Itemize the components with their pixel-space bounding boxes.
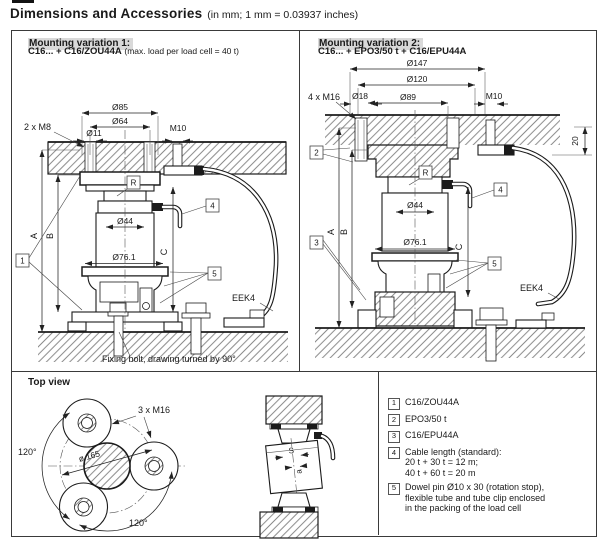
dim-d18 — [340, 91, 382, 104]
dim-d89 — [368, 92, 448, 118]
callout-3-label: 3 — [314, 238, 319, 248]
dim-C — [454, 187, 468, 297]
cable-label-text: EEK4 — [232, 293, 256, 303]
callout-4 — [472, 183, 507, 198]
dim-label-m10: M10 — [485, 91, 503, 101]
legend-ref-1: 1 — [388, 398, 400, 410]
cable-stub — [322, 436, 333, 458]
dim-label-pitch-circle: ø 165 — [77, 448, 102, 464]
washer-bottom — [60, 483, 108, 531]
dim-label-C: C — [159, 248, 169, 256]
dim-label-A: A — [29, 232, 39, 240]
dim-label-C: C — [454, 243, 464, 251]
legend-line: EPO3/50 t — [405, 413, 447, 424]
dim-B — [339, 150, 368, 308]
legend-line: 20 t + 30 t = 12 m; — [405, 457, 479, 467]
legend-text-5 — [405, 482, 545, 514]
cable-label-text: EEK4 — [520, 283, 544, 293]
callout-R-label: R — [130, 178, 137, 188]
dim-A — [29, 150, 80, 332]
main-cable — [513, 148, 574, 304]
callout-2 — [310, 146, 353, 162]
legend-line: Cable length (standard): — [405, 446, 502, 457]
legend-line: flexible tube and tube clip enclosed — [405, 492, 546, 503]
legend — [388, 397, 593, 518]
cable-stub — [163, 207, 180, 226]
lower-adapter — [278, 493, 310, 507]
callout-4 — [182, 199, 219, 214]
legend-text-3 — [405, 430, 459, 443]
variation1-heading-label: Mounting variation 1: — [28, 38, 133, 50]
callout-5-label: 5 — [212, 269, 217, 279]
variation2-heading-label: Mounting variation 2: — [318, 38, 423, 50]
dim-d120 — [358, 74, 475, 114]
washer-top — [63, 399, 111, 447]
dim-label-2xm8: 2 x M8 — [24, 122, 52, 132]
legend-item-5 — [388, 482, 593, 514]
legend-ref-2: 2 — [388, 414, 400, 426]
variation2-drawing — [300, 42, 598, 372]
dim-label-d147: Ø147 — [406, 58, 428, 68]
top-view-drawing — [10, 388, 220, 538]
cable-end-bracket — [224, 310, 264, 327]
page-title — [10, 5, 358, 23]
legend-line: 40 t + 60 t = 20 m — [405, 467, 476, 478]
dim-label-S: S — [288, 445, 295, 456]
dim-label-d120: Ø120 — [406, 74, 428, 84]
title-main: Dimensions and Accessories — [10, 6, 203, 21]
callout-5-label: 5 — [492, 259, 497, 269]
tilted-cell-drawing — [230, 390, 390, 539]
dim-B — [45, 175, 80, 312]
dim-label-d761: Ø76.1 — [112, 252, 136, 262]
callout-3 — [310, 236, 366, 300]
legend-item-1 — [388, 397, 593, 410]
legend-ref-5: 5 — [388, 483, 400, 495]
epo3-plate — [368, 145, 458, 177]
dim-label-d761: Ø76.1 — [403, 237, 427, 247]
variation1-note: (max. load per load cell = 40 t) — [124, 46, 239, 56]
legend-text-4 — [405, 447, 502, 479]
legend-text-1 — [405, 397, 459, 410]
legend-item-3 — [388, 430, 593, 443]
top-view-title: Top view — [28, 377, 71, 388]
title-units: (in mm; 1 mm = 0.03937 inches) — [207, 9, 359, 21]
legend-item-4 — [388, 447, 593, 479]
legend-text-2 — [405, 414, 447, 427]
dim-label-B: B — [339, 228, 349, 236]
dim-label-d44: Ø44 — [406, 200, 424, 210]
callout-4-label: 4 — [498, 185, 503, 195]
cable-stub — [453, 184, 470, 206]
variation2-model: C16... + EPO3/50 t + C16/EPU44A — [318, 46, 467, 57]
dim-label-A: A — [326, 228, 336, 236]
variation1-model: C16... + C16/ZOU44A — [28, 46, 122, 57]
dim-label-d18: Ø18 — [351, 91, 369, 101]
callout-4-label: 4 — [210, 201, 215, 211]
dim-m10 — [162, 123, 193, 141]
callout-1-label: 1 — [20, 256, 25, 266]
variation1-subheading — [28, 46, 239, 57]
dim-label-4xm16: 4 x M16 — [308, 92, 341, 102]
dim-d147 — [350, 58, 485, 114]
upper-anchor-block — [266, 396, 322, 429]
dim-label-a: a — [294, 468, 304, 475]
dim-3xm16 — [112, 405, 170, 438]
legend-line: in the packing of the load cell — [405, 503, 522, 513]
dim-m10 — [474, 91, 508, 104]
legend-item-2 — [388, 414, 593, 427]
dim-label-m10: M10 — [169, 123, 187, 133]
legend-line: Dowel pin Ø10 x 30 (rotation stop), — [405, 482, 545, 492]
cable-label — [520, 283, 559, 299]
caption-text: Fixing bolt, drawing turned by 90° — [102, 354, 236, 364]
upper-adapter — [278, 429, 310, 443]
dim-label-d44: Ø44 — [116, 216, 134, 226]
variation1-drawing — [10, 60, 300, 371]
washer-right — [130, 442, 178, 490]
dim-label-d85: Ø85 — [111, 102, 129, 112]
legend-ref-3: 3 — [388, 431, 400, 443]
cable-end-bracket — [516, 313, 554, 328]
dim-label-3xm16: 3 x M16 — [138, 405, 171, 415]
dim-label-d11: Ø11 — [86, 128, 102, 138]
dim-label-d89: Ø89 — [399, 92, 417, 102]
callout-5 — [160, 267, 221, 303]
dim-label-B: B — [45, 232, 55, 240]
dim-label-20: 20 — [570, 136, 580, 146]
dim-A — [326, 128, 356, 328]
scan-artifact — [12, 0, 34, 3]
legend-ref-4: 4 — [388, 447, 400, 459]
angle-label-left: 120° — [18, 447, 37, 457]
callout-2-label: 2 — [314, 148, 319, 158]
dim-label-d64: Ø64 — [111, 116, 129, 126]
mounting-flange — [80, 172, 160, 191]
legend-line: C16/ZOU44A — [405, 397, 460, 407]
floor-slab — [315, 328, 585, 358]
lower-anchor-block — [260, 507, 318, 538]
callout-1 — [16, 176, 82, 310]
legend-line: C16/EPU44A — [405, 430, 459, 440]
tilted-body — [265, 435, 323, 500]
callout-R-label: R — [422, 168, 429, 178]
angle-label-bottom: 120° — [129, 518, 148, 528]
